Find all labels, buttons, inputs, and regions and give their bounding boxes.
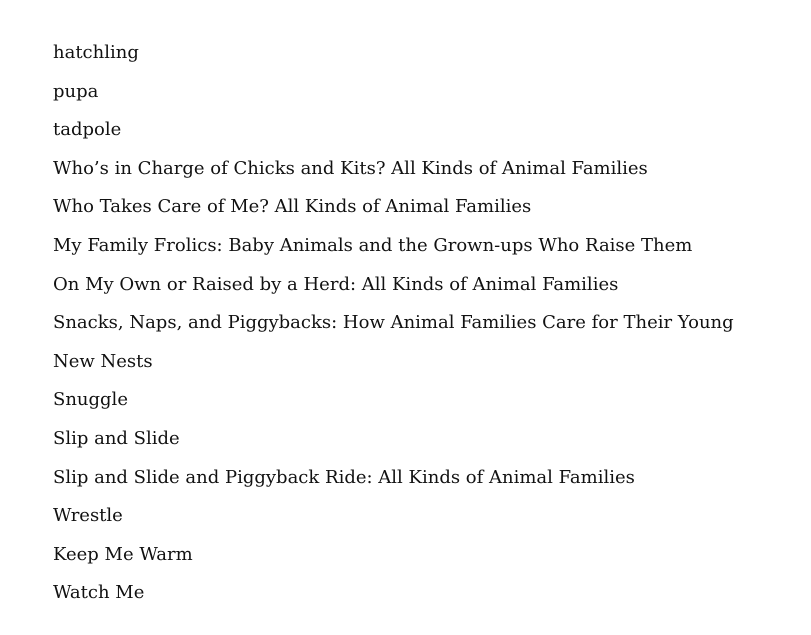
list-item: On My Own or Raised by a Herd: All Kinds of Animal Families [53,273,619,295]
list-item: Snacks, Naps, and Piggybacks: How Animal Families Care for Their Young [53,312,734,334]
list-item: My Family Frolics: Baby Animals and the Grown-ups Who Raise Them [53,234,693,256]
list-item: Wrestle [53,505,123,527]
list-item: Slip and Slide [53,427,180,449]
list-item: pupa [53,80,99,102]
list-item: Who Takes Care of Me? All Kinds of Animal Families [53,196,532,218]
list-item: Who’s in Charge of Chicks and Kits? All Kinds of Animal Families [53,157,648,179]
list-item: hatchling [53,42,139,63]
list-item: Slip and Slide and Piggyback Ride: All Kinds of Animal Families [53,466,635,488]
list-item: Keep Me Warm [53,543,193,565]
text-list [53,41,803,620]
list-item: New Nests [53,350,153,372]
list-item: tadpole [53,119,122,141]
list-item: Watch Me [53,582,145,604]
list-item: Snuggle [53,389,128,411]
